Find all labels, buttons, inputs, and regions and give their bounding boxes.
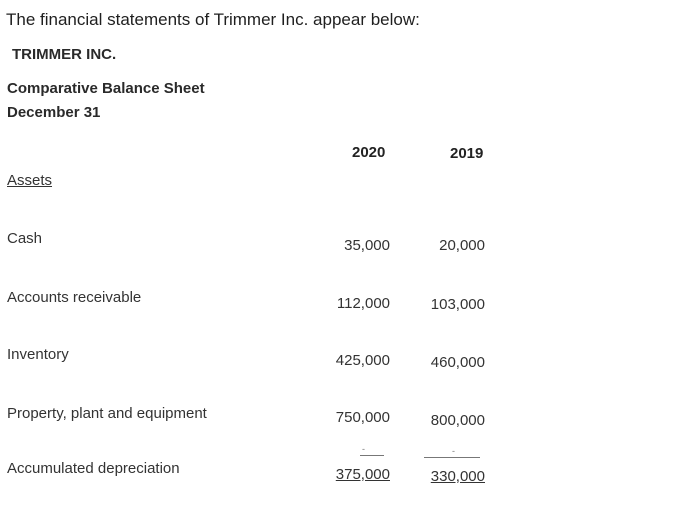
company-name: TRIMMER INC. [12,46,117,63]
section-heading-assets: Assets [7,172,53,189]
column-header-2020: 2020 [352,144,386,161]
row-label-property-plant-equipment: Property, plant and equipment [7,405,207,422]
statement-title: Comparative Balance Sheet [7,80,205,97]
entry-marker-2019: - [452,446,455,456]
entry-underline-2019 [424,457,480,458]
cash-2020-value: 35,000 [344,237,390,254]
inventory-2020-value: 425,000 [335,352,390,369]
accumulated-depreciation-2020-value: 375,000 [335,466,390,483]
entry-marker-2020: - [362,444,365,454]
accounts-receivable-2020-value: 112,000 [336,295,390,312]
row-label-accumulated-depreciation: Accumulated depreciation [7,460,180,477]
accounts-receivable-2019-value: 103,000 [430,296,485,313]
ppe-2020-value: 750,000 [335,409,390,426]
column-header-2019: 2019 [450,145,484,162]
row-label-cash: Cash [7,230,43,247]
row-label-inventory: Inventory [7,346,69,363]
entry-underline-2020 [360,455,384,456]
statement-date: December 31 [7,104,101,121]
intro-text: The financial statements of Trimmer Inc. appear below: [6,10,420,29]
cash-2019-value: 20,000 [439,237,485,254]
row-label-accounts-receivable: Accounts receivable [7,289,142,306]
accumulated-depreciation-2019-value: 330,000 [430,468,485,485]
inventory-2019-value: 460,000 [430,354,485,371]
ppe-2019-value: 800,000 [430,412,485,429]
